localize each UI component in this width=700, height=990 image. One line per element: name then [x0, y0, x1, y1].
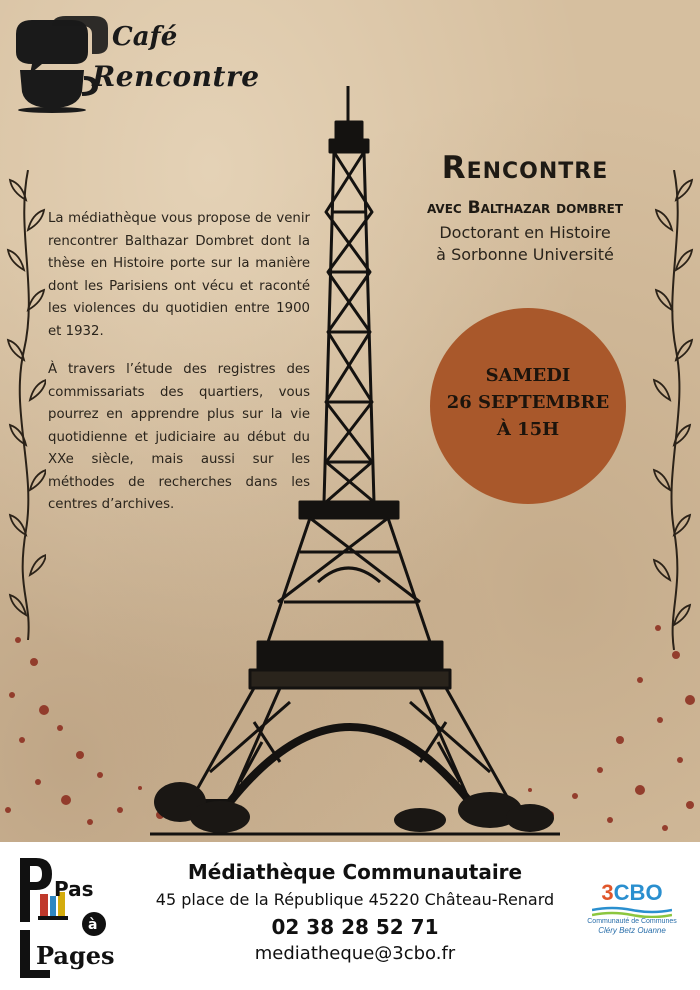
speaker-role: Doctorant en Histoire — [439, 223, 611, 242]
speaker-affiliation: à Sorbonne Université — [436, 245, 614, 264]
logo-word-pas: Pas — [54, 877, 94, 901]
contact-info — [140, 860, 570, 964]
3cbo-wordmark: 3CBO — [601, 880, 663, 905]
logo-word-pages: Pages — [36, 941, 115, 970]
logo-text-rencontre: Rencontre — [92, 60, 260, 93]
library-email[interactable]: mediatheque@3cbo.fr — [254, 943, 456, 964]
description-paragraph-2: À travers l’étude des registres des commissariats des quartiers, vous pourrez en apprendre plus sur la vie quotidienne et judiciaire au début du XXe siècle, mais aussi sur les méthodes de recherches dans les centres d’archives. — [48, 362, 310, 512]
vine-decoration-left — [6, 170, 46, 640]
event-title: Rencontre — [441, 150, 609, 186]
pas-a-pages-logo — [14, 852, 124, 980]
date-text — [430, 362, 626, 443]
logo-text-cafe: Café — [112, 22, 178, 52]
description-paragraph-1: La médiathèque vous propose de venir rencontrer Balthazar Dombret dont la thèse en Histoire porte sur la manière dont les Parisiens ont vécu et raconté les violences du quotidien entre 1900 et 1932. — [48, 211, 310, 339]
3cbo-subtitle: Communauté de Communes — [587, 918, 677, 925]
event-subtitle: avec Balthazar dombret — [426, 198, 624, 218]
date-day: SAMEDI — [485, 365, 571, 386]
3cbo-towns: Cléry Betz Ouanne — [598, 926, 666, 935]
event-description — [48, 208, 310, 533]
date-month: 26 SEPTEMBRE — [446, 392, 610, 413]
library-name: Médiathèque Communautaire — [187, 860, 523, 884]
vine-decoration-right — [652, 170, 696, 650]
event-title-block — [400, 150, 650, 266]
library-phone[interactable]: 02 38 28 52 71 — [271, 915, 439, 939]
logo-word-a: à — [88, 917, 98, 933]
wave-icon — [592, 906, 672, 918]
library-address: 45 place de la République 45220 Château-Renard — [155, 890, 555, 909]
3cbo-logo — [584, 880, 680, 940]
date-time: À 15H — [496, 419, 560, 440]
